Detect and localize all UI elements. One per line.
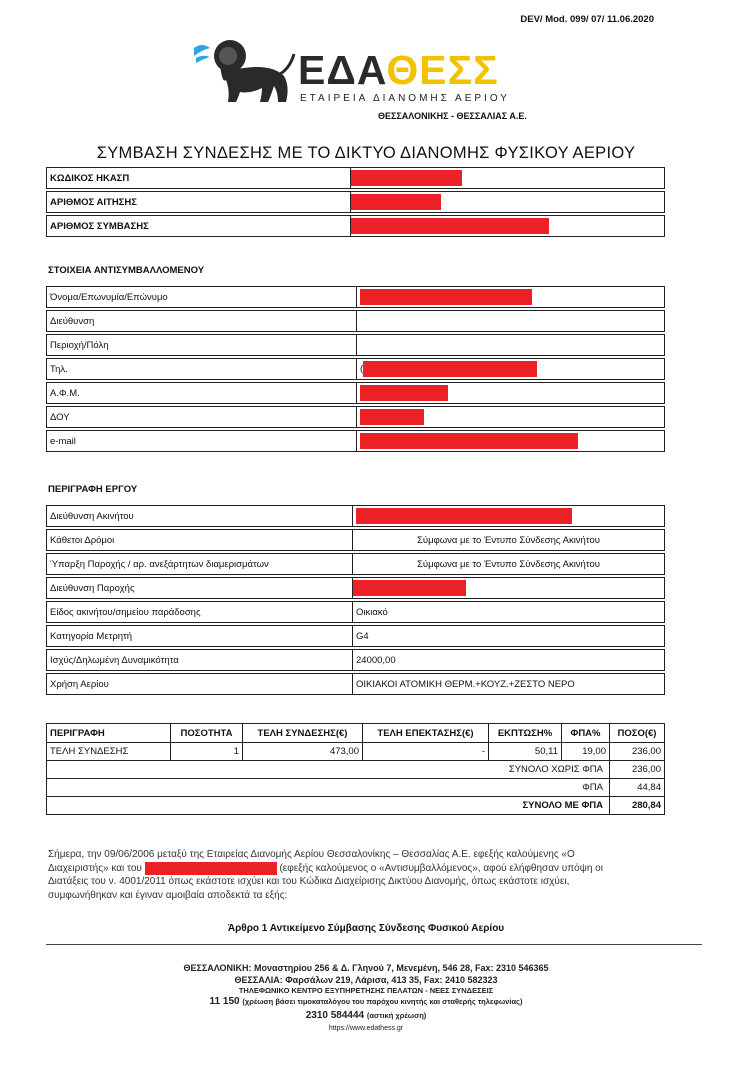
document-reference: DEV/ Mod. 099/ 07/ 11.06.2020 — [520, 14, 654, 25]
project-row-capacity: Ισχύς/Δηλωμένη Δυναμικότητα 24000,00 — [47, 650, 665, 671]
code-row-hkasp: ΚΩΔΙΚΟΣ ΗΚΑΣΠ — [47, 168, 665, 189]
project-row-meter-category: Κατηγορία Μετρητή G4 — [47, 626, 665, 647]
redaction — [351, 170, 463, 186]
vat-row: ΦΠΑ 44,84 — [47, 779, 665, 797]
redaction — [360, 385, 448, 401]
project-row-supply: Ύπαρξη Παροχής / αρ. ανεξάρτητων διαμερισμάτων Σύμφωνα με το Έντυπο Σύνδεσης Ακινήτου — [47, 554, 665, 575]
footer-call-center: ΤΗΛΕΦΩΝΙΚΟ ΚΕΝΤΡΟ ΕΞΥΠΗΡΕΤΗΣΗΣ ΠΕΛΑΤΩΝ - ΝΕΕΣ ΣΥΝΔΕΣΕΙΣ — [238, 986, 494, 995]
party-row-phone: Τηλ. ( — [47, 359, 665, 380]
redaction — [353, 580, 467, 596]
footer-phone-2: 2310 584444 (αστική χρέωση) — [305, 1010, 427, 1021]
total-row: ΣΥΝΟΛΟ ΜΕ ΦΠΑ 280,84 — [47, 797, 665, 815]
footer-divider — [46, 944, 702, 945]
party-table — [46, 286, 665, 452]
project-heading: ΠΕΡΙΓΡΑΦΗ ΕΡΓΟΥ — [48, 484, 138, 495]
company-logo-text: ΕΔΑΘΕΣΣ — [298, 47, 499, 93]
company-subtitle: ΕΤΑΙΡΕΙΑ ΔΙΑΝΟΜΗΣ ΑΕΡΙΟΥ — [300, 93, 510, 104]
project-row-cross-streets: Κάθετοι Δρόμοι Σύμφωνα με το Έντυπο Σύνδεσης Ακινήτου — [47, 530, 665, 551]
party-row-doy: ΔΟΥ — [47, 407, 665, 428]
redaction — [145, 862, 277, 875]
document-title: ΣΥΜΒΑΣΗ ΣΥΝΔΕΣΗΣ ΜΕ ΤΟ ΔΙΚΤΥΟ ΔΙΑΝΟΜΗΣ ΦΥΣΙΚΟΥ ΑΕΡΙΟΥ — [96, 144, 636, 162]
project-row-property-type: Είδος ακινήτου/σημείου παράδοσης Οικιακό — [47, 602, 665, 623]
code-row-application: ΑΡΙΘΜΟΣ ΑΙΤΗΣΗΣ — [47, 192, 665, 213]
redaction — [356, 508, 572, 524]
redaction — [363, 361, 537, 377]
lion-logo-icon — [192, 36, 296, 106]
footer-address-thessalia: ΘΕΣΣΑΛΙΑ: Φαρσάλων 219, Λάρισα, 413 35, Fax: 2410 582323 — [234, 975, 498, 985]
redaction — [360, 433, 578, 449]
agreement-paragraph: Σήμερα, την 09/06/2006 μεταξύ της Εταιρείας Διανομής Αερίου Θεσσαλονίκης – Θεσσαλίας Α.Ε. εφεξής καλούμενης «Ο Διαχειριστής» και του (εφεξής καλούμενος ο «Αντισυμβαλλόμενος», αφού ελήφθησαν υπόψη οι Διατάξεις του ν. 4001/2011 όπως εκάστοτε ισχύει και του Κώδικα Διαχείρισης Δικτύου Διανομής, όπως εκάστοτε ισχύει, συμφωνήθηκαν και έγιναν αμοιβαία αποδεκτά τα εξής: — [48, 849, 603, 901]
project-row-supply-address: Διεύθυνση Παροχής — [47, 578, 665, 599]
party-row-name: Όνομα/Επωνυμία/Επώνυμο — [47, 287, 665, 308]
redaction — [360, 409, 424, 425]
footer-address-thessaloniki: ΘΕΣΣΑΛΟΝΙΚΗ: Μοναστηρίου 256 & Δ. Γληνού 7, Μενεμένη, 546 28, Fax: 2310 546365 — [183, 963, 549, 973]
redaction — [351, 218, 550, 234]
codes-table — [46, 167, 665, 237]
redaction — [360, 289, 532, 305]
company-region: ΘΕΣΣΑΛΟΝΙΚΗΣ - ΘΕΣΣΑΛΙΑΣ Α.Ε. — [378, 111, 527, 121]
redaction — [351, 194, 442, 210]
party-row-address: Διεύθυνση — [47, 311, 665, 332]
subtotal-row: ΣΥΝΟΛΟ ΧΩΡΙΣ ΦΠΑ 236,00 — [47, 761, 665, 779]
footer-phone-1: 11 150 (χρέωση βάσει τιμοκαταλόγου του παρόχου κινητής και σταθερής τηλεφωνίας) — [209, 996, 523, 1007]
project-row-property-address: Διεύθυνση Ακινήτου — [47, 506, 665, 527]
project-table — [46, 505, 665, 695]
cost-row: ΤΕΛΗ ΣΥΝΔΕΣΗΣ 1 473,00 - 50,11 19,00 236,00 — [47, 743, 665, 761]
code-row-contract: ΑΡΙΘΜΟΣ ΣΥΜΒΑΣΗΣ — [47, 216, 665, 237]
party-row-city: Περιοχή/Πόλη — [47, 335, 665, 356]
project-row-gas-use: Χρήση Αερίου ΟΙΚΙΑΚΟΙ ΑΤΟΜΙΚΗ ΘΕΡΜ.+ΚΟΥΖ.+ΖΕΣΤΟ ΝΕΡΟ — [47, 674, 665, 695]
party-row-afm: Α.Φ.Μ. — [47, 383, 665, 404]
cost-table — [46, 723, 665, 815]
article-title: Άρθρο 1 Αντικείμενο Σύμβασης Σύνδεσης Φυσικού Αερίου — [227, 923, 505, 934]
party-row-email: e-mail — [47, 431, 665, 452]
footer-website-link[interactable]: https://www.edathess.gr — [328, 1025, 404, 1032]
cost-header-row: ΠΕΡΙΓΡΑΦΗ ΠΟΣΟΤΗΤΑ ΤΕΛΗ ΣΥΝΔΕΣΗΣ(€) ΤΕΛΗ ΕΠΕΚΤΑΣΗΣ(€) ΕΚΠΤΩΣΗ% ΦΠΑ% ΠΟΣΟ(€) — [47, 724, 665, 743]
party-heading: ΣΤΟΙΧΕΙΑ ΑΝΤΙΣΥΜΒΑΛΛΟΜΕΝΟΥ — [48, 265, 205, 276]
